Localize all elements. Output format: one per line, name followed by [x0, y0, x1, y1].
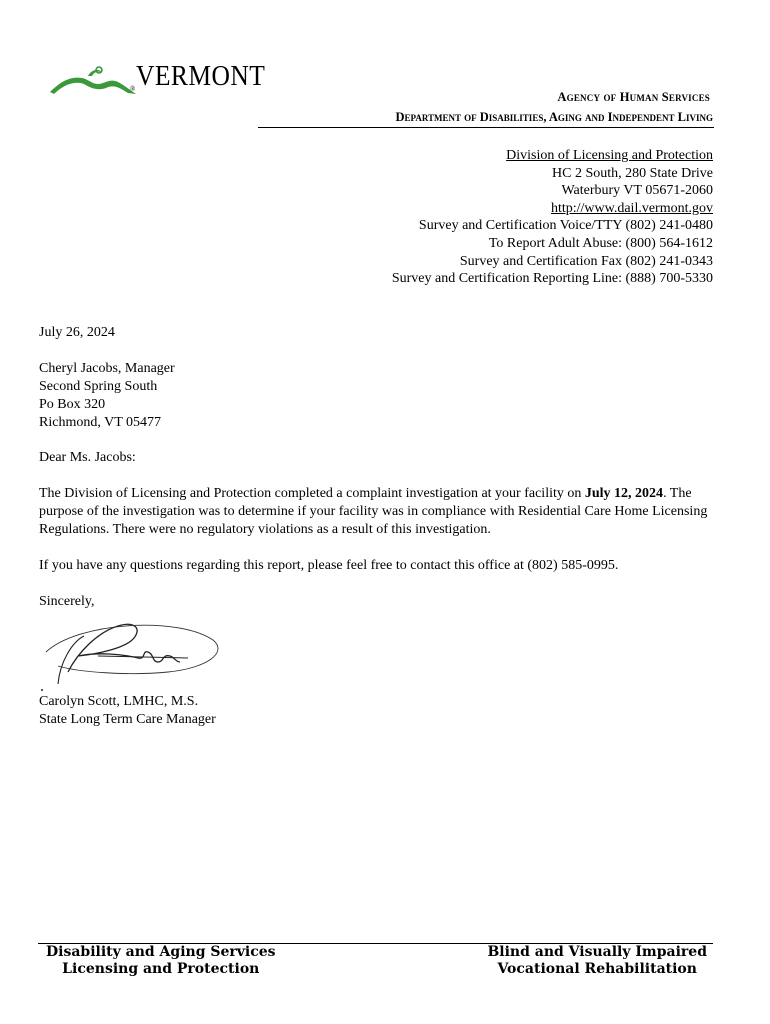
signer-title: State Long Term Care Manager [39, 712, 216, 727]
header-divider [258, 127, 714, 128]
contact-block [392, 147, 713, 288]
signer-block [39, 693, 216, 729]
website-link[interactable]: http://www.dail.vermont.gov [550, 200, 713, 216]
footer-left-line-2: Licensing and Protection [62, 961, 260, 977]
abuse-phone: To Report Adult Abuse: (800) 564-1612 [488, 235, 713, 251]
department-name: Department of Disabilities, Aging and Independent Living [395, 110, 713, 124]
para1-start: The Division of Licensing and Protection completed a complaint investigation at your facility on [39, 486, 585, 501]
vermont-logo [48, 60, 288, 100]
recipient-line: Po Box 320 [39, 397, 106, 412]
city-address: Waterbury VT 05671-2060 [561, 183, 713, 199]
recipient-line: Richmond, VT 05477 [39, 415, 161, 430]
footer-right-line-2: Vocational Rehabilitation [497, 961, 697, 977]
voice-phone: Survey and Certification Voice/TTY (802) 241-0480 [418, 218, 713, 234]
letter-date: July 26, 2024 [39, 325, 115, 340]
signer-name: Carolyn Scott, LMHC, M.S. [39, 694, 199, 709]
closing: Sincerely, [39, 594, 95, 609]
body-paragraph-1 [39, 485, 709, 539]
salutation: Dear Ms. Jacobs: [39, 450, 136, 465]
body-paragraph-2: If you have any questions regarding this report, please feel free to contact this office at (802) 585-0995. [39, 558, 619, 573]
footer-left [46, 944, 276, 978]
division-name: Division of Licensing and Protection [506, 148, 713, 163]
reporting-line: Survey and Certification Reporting Line: (888) 700-5330 [391, 271, 713, 287]
recipient-address [39, 360, 719, 432]
mountain-logo-icon [48, 64, 138, 96]
footer-left-line-1: Disability and Aging Services [46, 944, 276, 960]
agency-name: Agency of Human Services [557, 90, 710, 104]
recipient-line: Second Spring South [39, 379, 158, 394]
footer-right-line-1: Blind and Visually Impaired [487, 944, 707, 960]
street-address: HC 2 South, 280 State Drive [552, 165, 713, 181]
investigation-date: July 12, 2024 [584, 486, 664, 501]
logo-wordmark: VERMONT [136, 60, 266, 92]
recipient-line: Cheryl Jacobs, Manager [39, 361, 175, 376]
registered-mark: ® [130, 85, 136, 93]
fax-number: Survey and Certification Fax (802) 241-0343 [459, 253, 713, 269]
signature-image [38, 612, 228, 692]
para1-end: . The purpose of the investigation was to determine if your facility was in compliance with Residential Care Home Licensing Regulations. There were no regulatory violations as a result of this investigation. [39, 486, 708, 537]
footer-right [487, 944, 707, 978]
